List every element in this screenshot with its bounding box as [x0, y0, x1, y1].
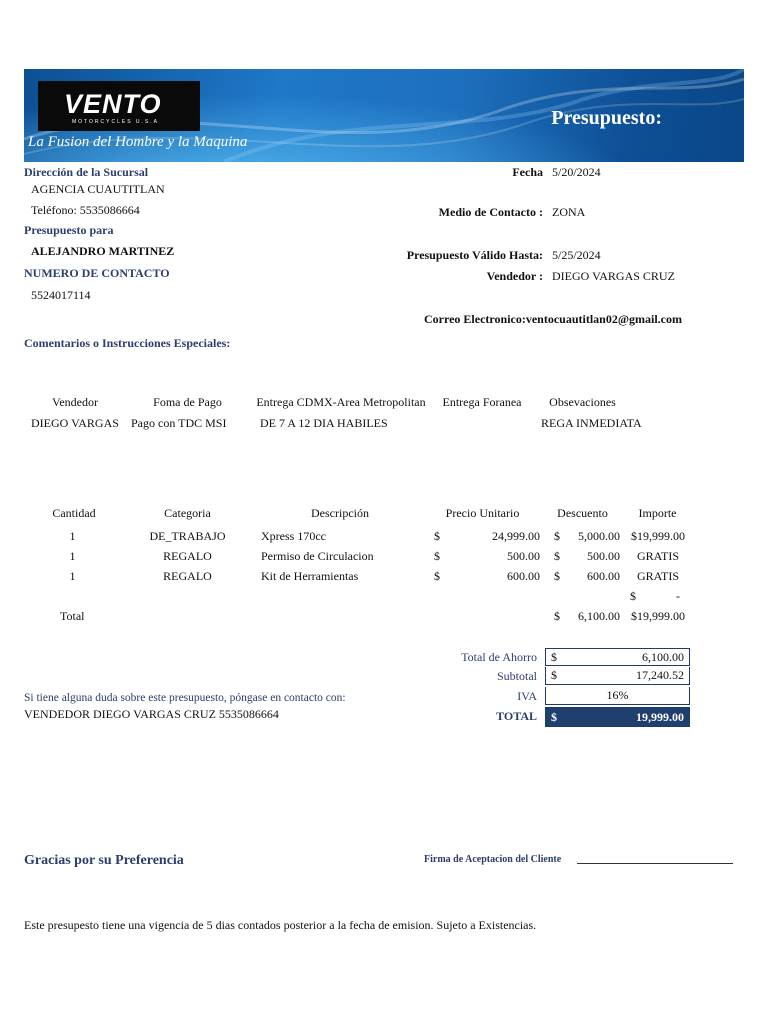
contact-note-seller: VENDEDOR DIEGO VARGAS CRUZ 5535086664 [24, 707, 279, 721]
contact-label: NUMERO DE CONTACTO [24, 266, 170, 280]
item-category: DE_TRABAJO [149, 529, 226, 543]
seller-label: Vendedor : [486, 269, 543, 283]
item-qty: 1 [69, 529, 76, 543]
contact-medium-label: Medio de Contacto : [438, 205, 543, 219]
total-value: 19,999.00 [636, 710, 684, 724]
items-total-label: Total [60, 609, 85, 623]
info-header: Foma de Pago [153, 395, 222, 409]
item-discount: 500.00 [587, 549, 620, 563]
document-title: Presupuesto: [551, 107, 662, 129]
items-header: Categoria [164, 506, 211, 520]
thanks-message: Gracias por su Preferencia [24, 853, 184, 868]
items-header: Descuento [557, 506, 608, 520]
items-total-amount: $19,999.00 [631, 609, 685, 623]
vento-logo [38, 81, 200, 131]
savings-value: 6,100.00 [642, 650, 684, 664]
total-box [545, 707, 690, 727]
iva-value: 16% [606, 688, 629, 702]
savings-label: Total de Ahorro [461, 650, 537, 664]
contact-medium-value: ZONA [552, 205, 586, 219]
subtotal-box [545, 667, 690, 685]
items-total-discount: 6,100.00 [578, 609, 620, 623]
items-total-discount-currency: $ [554, 609, 560, 623]
valid-until-label: Presupuesto Válido Hasta: [406, 248, 543, 262]
info-header: Entrega Foranea [442, 395, 522, 409]
item-description: Xpress 170cc [261, 529, 326, 543]
iva-box [545, 687, 690, 705]
tagline: La Fusion del Hombre y la Maquina [28, 134, 248, 150]
item-discount-currency: $ [554, 529, 560, 543]
header-banner [24, 69, 744, 162]
iva-label: IVA [517, 689, 537, 703]
info-header: Obsevaciones [549, 395, 616, 409]
items-header: Importe [638, 506, 677, 520]
signature-label: Firma de Aceptacion del Cliente [424, 854, 562, 865]
item-category: REGALO [163, 549, 212, 563]
valid-until-value: 5/25/2024 [552, 248, 601, 262]
email: Correo Electronico:ventocuautitlan02@gmail.com [424, 312, 683, 326]
info-value-payment: Pago con TDC MSI [131, 416, 227, 430]
item-qty: 1 [69, 549, 76, 563]
logo-text: VENTO [64, 89, 162, 119]
date-value: 5/20/2024 [552, 165, 601, 179]
comments-label: Comentarios o Instrucciones Especiales: [24, 336, 231, 350]
items-header: Precio Unitario [445, 506, 520, 520]
subtotal-label: Subtotal [496, 669, 537, 683]
info-header: Entrega CDMX-Area Metropolitan [256, 395, 426, 409]
item-amount: $19,999.00 [631, 529, 685, 543]
info-value-seller: DIEGO VARGAS [31, 416, 119, 430]
branch-phone: Teléfono: 5535086664 [31, 203, 140, 217]
item-description: Kit de Herramientas [261, 569, 359, 583]
item-price: 500.00 [507, 549, 540, 563]
subtotal-value: 17,240.52 [636, 668, 684, 682]
empty-row-currency: $ [630, 589, 636, 603]
info-value-notes: REGA INMEDIATA [541, 416, 642, 430]
item-price: 24,999.00 [492, 529, 540, 543]
branch-name: AGENCIA CUAUTITLAN [31, 182, 165, 196]
validity-note: Este presupesto tiene una vigencia de 5 dias contados posterior a la fecha de emision. Sujeto a Existencias. [24, 918, 537, 932]
info-header-cell [250, 395, 432, 410]
item-category: REGALO [163, 569, 212, 583]
contact-number: 5524017114 [31, 288, 91, 302]
savings-currency: $ [551, 650, 557, 664]
total-currency: $ [551, 710, 557, 724]
date-label: Fecha [512, 165, 543, 179]
logo-subtext: MOTORCYCLES U.S.A [72, 119, 159, 125]
item-price-currency: $ [434, 549, 440, 563]
subtotal-currency: $ [551, 668, 557, 682]
item-qty: 1 [69, 569, 76, 583]
branch-label: Dirección de la Sucursal [24, 165, 149, 179]
item-discount-currency: $ [554, 569, 560, 583]
info-header: Vendedor [52, 395, 98, 409]
signature-line [577, 863, 733, 864]
items-header: Cantidad [52, 506, 96, 520]
item-description: Permiso de Circulacion [261, 549, 374, 563]
item-discount-currency: $ [554, 549, 560, 563]
item-amount: GRATIS [636, 569, 679, 583]
item-price-currency: $ [434, 569, 440, 583]
seller-value: DIEGO VARGAS CRUZ [552, 269, 675, 283]
contact-note: Si tiene alguna duda sobre este presupuesto, póngase en contacto con: [24, 692, 346, 704]
client-name: ALEJANDRO MARTINEZ [31, 244, 175, 258]
info-value-notes-cell [541, 416, 651, 431]
total-label: TOTAL [496, 709, 537, 723]
item-price-currency: $ [434, 529, 440, 543]
item-discount: 600.00 [587, 569, 620, 583]
item-price: 600.00 [507, 569, 540, 583]
client-label: Presupuesto para [24, 223, 114, 237]
item-amount: GRATIS [636, 549, 679, 563]
empty-row-value: - [676, 589, 680, 603]
savings-box [545, 648, 690, 666]
items-header: Descripción [311, 506, 369, 520]
item-discount: 5,000.00 [578, 529, 620, 543]
info-value-delivery: DE 7 A 12 DIA HABILES [260, 416, 388, 430]
